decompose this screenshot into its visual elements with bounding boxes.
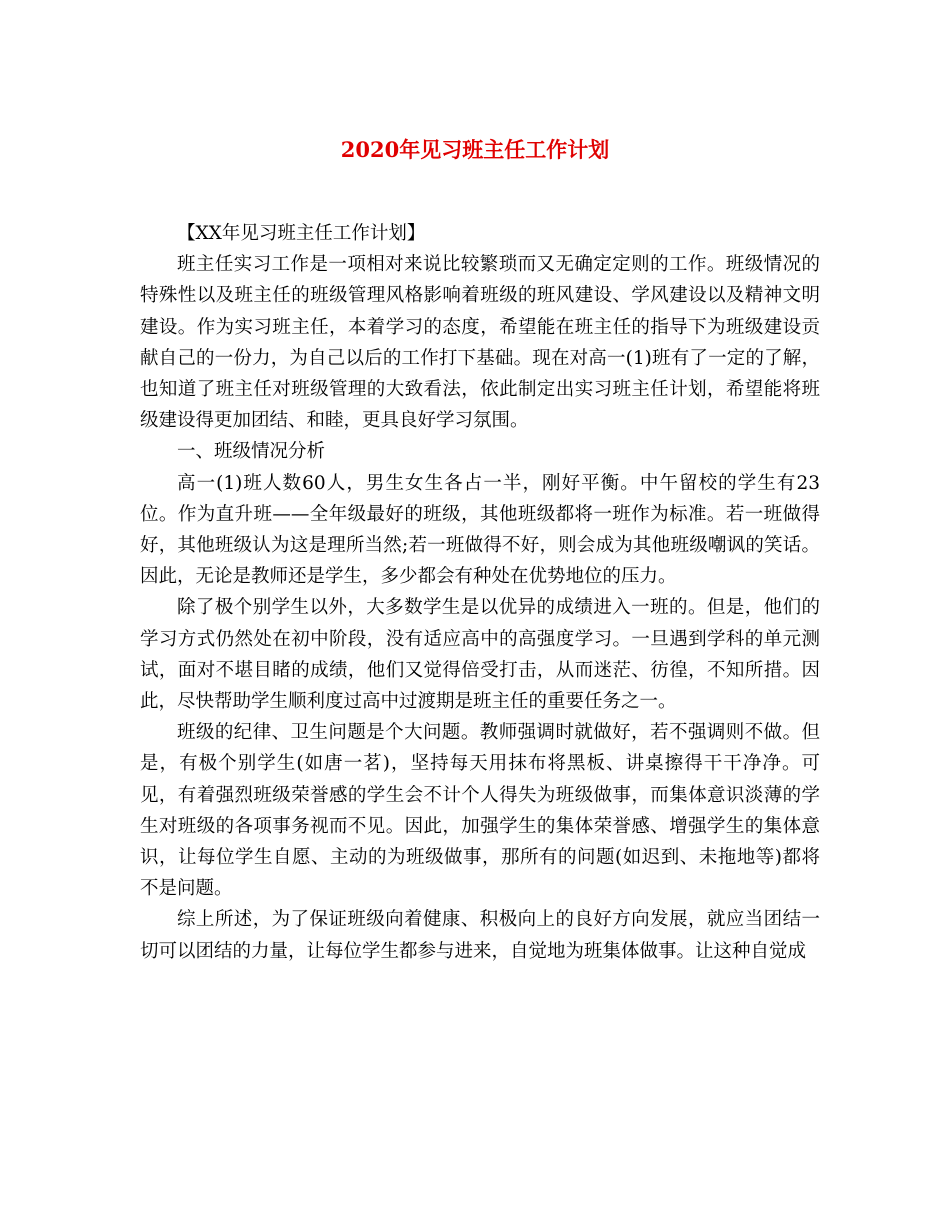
body-paragraph: 班级的纪律、卫生问题是个大问题。教师强调时就做好，若不强调则不做。但是，有极个别学生(如唐一茗)，坚持每天用抹布将黑板、讲桌擦得干干净净。可见，有着强烈班级荣誉感的学生会不计个人得失为班级做事，而集体意识淡薄的学生对班级的各项事务视而不见。因此，加强学生的集体荣誉感、增强学生的集体意识，让每位学生自愿、主动的为班级做事，那所有的问题(如迟到、未拖地等)都将不是问题。 [140,722,820,900]
body-paragraph: 综上所述，为了保证班级向着健康、积极向上的良好方向发展，就应当团结一切可以团结的力量，让每位学生都参与进来，自觉地为班集体做事。让这种自觉成 [140,909,820,962]
intro-paragraph: 班主任实习工作是一项相对来说比较繁琐而又无确定定则的工作。班级情况的特殊性以及班主任的班级管理风格影响着班级的班风建设、学风建设以及精神文明建设。作为实习班主任，本着学习的态度，希望能在班主任的指导下为班级建设贡献自己的一份力，为自己以后的工作打下基础。现在对高一(1)班有了一定的了解，也知道了班主任对班级管理的大致看法，依此制定出实习班主任计划，希望能将班级建设得更加团结、和睦，更具良好学习氛围。 [140,254,820,432]
document-body [140,218,820,967]
body-paragraph: 除了极个别学生以外，大多数学生是以优异的成绩进入一班的。但是，他们的学习方式仍然处在初中阶段，没有适应高中的高强度学习。一旦遇到学科的单元测试，面对不堪目睹的成绩，他们又觉得倍受打击，从而迷茫、彷徨，不知所措。因此，尽快帮助学生顺利度过高中过渡期是班主任的重要任务之一。 [140,597,820,713]
subtitle-paragraph: 【XX年见习班主任工作计划】 [177,223,426,244]
body-paragraph: 高一(1)班人数60人，男生女生各占一半，刚好平衡。中午留校的学生有23位。作为直升班——全年级最好的班级，其他班级都将一班作为标准。若一班做得好，其他班级认为这是理所当然;若一班做得不好，则会成为其他班级嘲讽的笑话。因此，无论是教师还是学生，多少都会有种处在优势地位的压力。 [140,472,820,588]
section-heading: 一、班级情况分析 [177,441,326,463]
document-title: 2020年见习班主任工作计划 [340,137,610,162]
